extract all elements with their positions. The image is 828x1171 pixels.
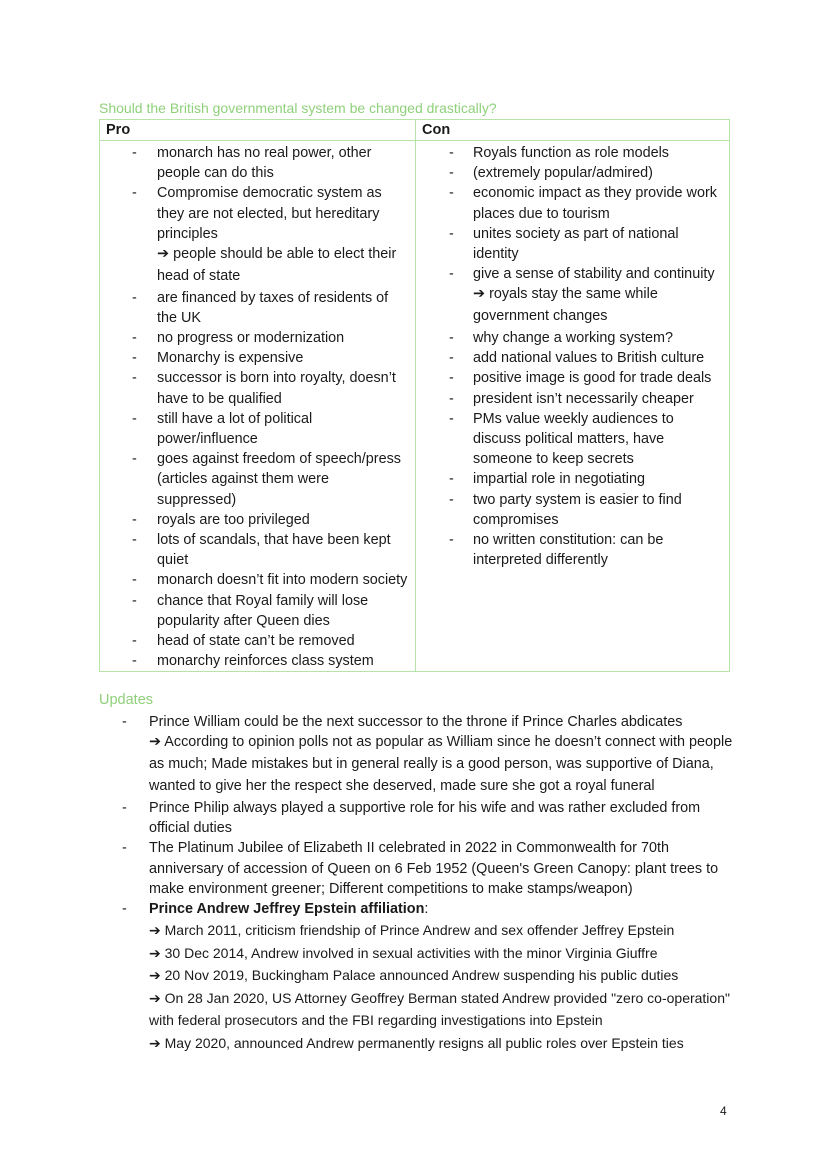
pro-item: - monarchy reinforces class system [132, 653, 374, 670]
update-item: - Prince Andrew Jeffrey Epstein affiliation: ➔ March 2011, criticism friendship of Prince Andrew and sex offender Jeffrey Epstein ➔ 30 Dec 2014, Andrew involved in sexual activities with the minor Virginia Giuffre ➔ 20 Nov 2019, Buckingham Palace announced Andrew suspending his public duties ➔ On 28 Jan 2020, US Attorney Geoffrey Berman stated Andrew provided "zero co-operation" with federal prosecutors and the FBI regarding investigations into Epstein ➔ May 2020, announced Andrew permanently resigns all public roles over Epstein ties [120, 899, 740, 1054]
con-item: - give a sense of stability and continuity ➔ royals stay the same while government changes [416, 264, 729, 328]
andrew-point: ➔ 20 Nov 2019, Buckingham Palace announced Andrew suspending his public duties [149, 967, 679, 984]
pro-cell [100, 141, 416, 672]
con-list [416, 141, 729, 570]
con-item: - (extremely popular/admired) [449, 165, 653, 182]
con-item: - president isn’t necessarily cheaper [449, 390, 694, 407]
pro-item: - royals are too privileged [132, 511, 310, 528]
pro-header: Pro [100, 120, 416, 141]
update-item: - Prince Philip always played a supportive role for his wife and was rather excluded from official duties [122, 799, 701, 836]
con-item: - positive image is good for trade deals [449, 370, 712, 387]
pro-item: - are financed by taxes of residents of the UK [132, 289, 389, 326]
updates-heading: Updates [99, 692, 154, 708]
pro-item: - Monarchy is expensive [132, 350, 304, 367]
andrew-point: ➔ May 2020, announced Andrew permanently resigns all public roles over Epstein ties [149, 1034, 684, 1051]
pro-sub-item: ➔ people should be able to elect their head of state [157, 246, 397, 284]
con-item: - two party system is easier to find compromises [449, 491, 682, 528]
update-sub-item: ➔ According to opinion polls not as popular as William since he doesn’t connect with people as much; Made mistakes but in general really is a good person, was supportive of Diana, wanted to give her the respect she deserved, made sure she got a royal funeral [149, 734, 733, 794]
updates-list [120, 712, 740, 1054]
con-item: - Royals function as role models [449, 145, 669, 161]
andrew-point: ➔ On 28 Jan 2020, US Attorney Geoffrey Berman stated Andrew provided "zero co-operation" with federal prosecutors and the FBI regarding investigations into Epstein [149, 989, 730, 1029]
pro-item: - Compromise democratic system as they are not elected, but hereditary principles ➔ people should be able to elect their head of state [100, 183, 415, 287]
pro-item: - monarch has no real power, other people can do this [132, 145, 372, 182]
con-item: - unites society as part of national identity [449, 225, 679, 263]
update-item: - The Platinum Jubilee of Elizabeth II celebrated in 2022 in Commonwealth for 70th anniversary of accession of Queen on 6 Feb 1952 (Queen's Green Canopy: plant trees to make environment greener; Different competitions to make stamps/weapon) [122, 840, 719, 897]
con-item: - economic impact as they provide work places due to tourism [449, 185, 717, 222]
con-header: Con [416, 120, 730, 141]
con-item: - add national values to British culture [449, 350, 705, 367]
andrew-point: ➔ 30 Dec 2014, Andrew involved in sexual activities with the minor Virginia Giuffre [149, 944, 658, 961]
con-sub-item: ➔ royals stay the same while government changes [473, 286, 658, 325]
page-heading: Should the British governmental system be changed drastically? [99, 100, 497, 116]
pro-con-table [99, 119, 730, 672]
update-item: - Prince William could be the next successor to the throne if Prince Charles abdicates ➔ According to opinion polls not as popular as William since he doesn’t connect with people as much; Made mistakes but in general really is a good person, was supportive of Diana, wanted to give her the respect she deserved, made sure she got a royal funeral [120, 712, 740, 798]
andrew-point: ➔ March 2011, criticism friendship of Prince Andrew and sex offender Jeffrey Epstein [149, 922, 675, 939]
pro-item: - lots of scandals, that have been kept quiet [132, 532, 391, 569]
page-number: 4 [720, 1104, 727, 1118]
con-cell [416, 141, 730, 672]
con-item: - why change a working system? [449, 330, 673, 347]
pro-list [100, 141, 415, 671]
con-item: - PMs value weekly audiences to discuss political matters, have someone to keep secrets [449, 410, 674, 468]
pro-item: - no progress or modernization [132, 330, 345, 347]
con-item: - no written constitution: can be interpreted differently [449, 532, 664, 569]
con-item: - impartial role in negotiating [449, 471, 645, 488]
pro-item: - chance that Royal family will lose popularity after Queen dies [132, 592, 369, 629]
pro-item: - successor is born into royalty, doesn’t have to be qualified [132, 370, 396, 407]
pro-item: - goes against freedom of speech/press (articles against them were suppressed) [132, 451, 401, 508]
pro-item: - still have a lot of political power/influence [132, 410, 313, 448]
pro-item: - monarch doesn’t fit into modern society [132, 572, 408, 589]
pro-item: - head of state can’t be removed [132, 633, 355, 650]
